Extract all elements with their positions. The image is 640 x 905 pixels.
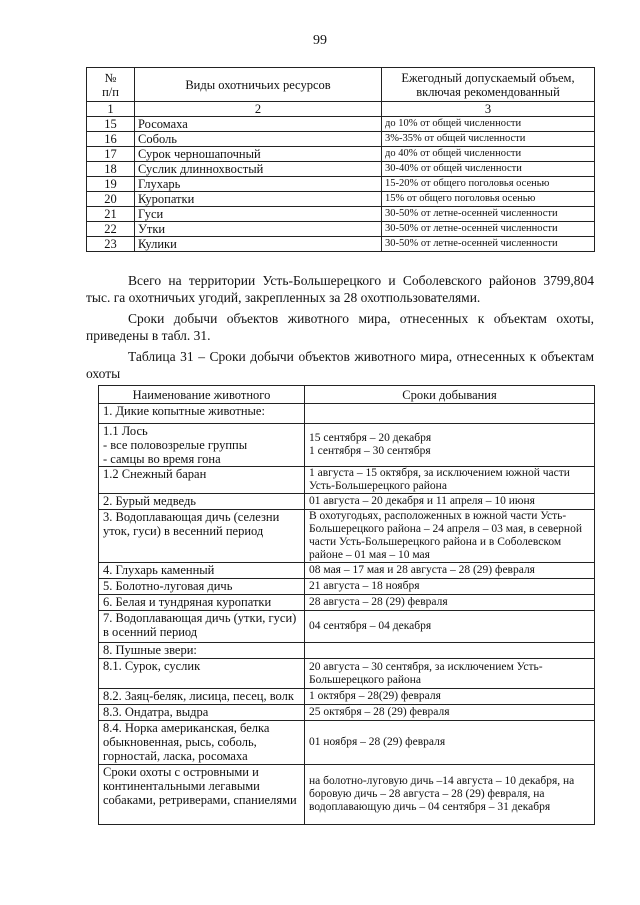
animal-name-cell: 4. Глухарь каменный: [99, 563, 305, 579]
species-cell: Росомаха: [135, 117, 382, 132]
table-row: [87, 147, 595, 162]
animal-name-cell: 8. Пушные звери:: [99, 643, 305, 659]
hunting-terms-cell: 15 сентября – 20 декабря 1 сентября – 30 сентября: [305, 424, 595, 467]
table-row: [99, 643, 595, 659]
hunting-terms-cell: 1 августа – 15 октября, за исключением южной части Усть-Большерецкого района: [305, 467, 595, 494]
table-row: [87, 222, 595, 237]
col-header-volume: Ежегодный допускаемый объем, включая рекомендованный: [382, 68, 595, 102]
species-cell: Соболь: [135, 132, 382, 147]
hunting-terms-cell: 01 ноября – 28 (29) февраля: [305, 721, 595, 765]
table-row: [87, 207, 595, 222]
table-row: [87, 117, 595, 132]
row-number: 18: [87, 162, 135, 177]
col-header-terms: Сроки добывания: [305, 386, 595, 404]
row-number: 16: [87, 132, 135, 147]
volume-cell: 3%-35% от общей численности: [382, 132, 595, 147]
species-cell: Сурок черношапочный: [135, 147, 382, 162]
hunting-terms-cell: 20 августа – 30 сентября, за исключением Усть-Большерецкого района: [305, 659, 595, 689]
table-row: [87, 162, 595, 177]
table-row: [99, 611, 595, 643]
animal-name-cell: 3. Водоплавающая дичь (селезни уток, гуси) в весенний период: [99, 510, 305, 563]
row-number: 19: [87, 177, 135, 192]
animal-name-cell: 1. Дикие копытные животные:: [99, 404, 305, 424]
hunting-terms-cell: [305, 643, 595, 659]
hunting-terms-cell: 21 августа – 18 ноября: [305, 579, 595, 595]
row-number: 17: [87, 147, 135, 162]
animal-name-cell: 8.2. Заяц-беляк, лисица, песец, волк: [99, 689, 305, 705]
species-cell: Гуси: [135, 207, 382, 222]
page-number: 99: [313, 33, 327, 48]
row-number: 15: [87, 117, 135, 132]
table-caption: Таблица 31 – Сроки добычи объектов животного мира, отнесенных к объектам охоты: [86, 349, 594, 381]
table-row: [87, 177, 595, 192]
table-row: [99, 595, 595, 611]
table-row: [99, 705, 595, 721]
animal-name-cell: Сроки охоты с островными и континентальными легавыми собаками, ретриверами, спаниелями: [99, 765, 305, 825]
table-row: [99, 424, 595, 467]
animal-name-cell: 8.4. Норка американская, белка обыкновенная, рысь, соболь, горностай, ласка, росомаха: [99, 721, 305, 765]
hunting-terms-cell: 28 августа – 28 (29) февраля: [305, 595, 595, 611]
hunting-terms-cell: 01 августа – 20 декабря и 11 апреля – 10 июня: [305, 494, 595, 510]
hunting-terms-cell: 25 октября – 28 (29) февраля: [305, 705, 595, 721]
index-cell: 2: [135, 102, 382, 117]
index-cell: 3: [382, 102, 595, 117]
hunting-quota-table: [86, 67, 595, 252]
row-number: 22: [87, 222, 135, 237]
col-header-name: Наименование животного: [99, 386, 305, 404]
table-row: [99, 563, 595, 579]
hunting-terms-cell: 1 октября – 28(29) февраля: [305, 689, 595, 705]
animal-name-cell: 5. Болотно-луговая дичь: [99, 579, 305, 595]
volume-cell: 30-40% от общей численности: [382, 162, 595, 177]
volume-cell: 15% от общего поголовья осенью: [382, 192, 595, 207]
animal-name-cell: 6. Белая и тундряная куропатки: [99, 595, 305, 611]
row-number: 20: [87, 192, 135, 207]
table-header-row: [99, 386, 595, 404]
animal-name-cell: 7. Водоплавающая дичь (утки, гуси) в осенний период: [99, 611, 305, 643]
paragraph-territory: Всего на территории Усть-Большерецкого и Соболевского районов 3799,804 тыс. га охотничьих угодий, закрепленных за 28 охотпользователями.: [86, 273, 594, 305]
volume-cell: 30-50% от летне-осенней численности: [382, 237, 595, 252]
table-row: [99, 765, 595, 825]
col-header-species: Виды охотничьих ресурсов: [135, 68, 382, 102]
species-cell: Куропатки: [135, 192, 382, 207]
volume-cell: до 10% от общей численности: [382, 117, 595, 132]
animal-name-cell: 1.1 Лось - все половозрелые группы - самцы во время гона: [99, 424, 305, 467]
volume-cell: до 40% от общей численности: [382, 147, 595, 162]
animal-name-cell: 1.2 Снежный баран: [99, 467, 305, 494]
animal-name-cell: 8.1. Сурок, суслик: [99, 659, 305, 689]
table-row: [99, 510, 595, 563]
row-number: 21: [87, 207, 135, 222]
species-cell: Суслик длиннохвостый: [135, 162, 382, 177]
paragraph-terms: Сроки добычи объектов животного мира, отнесенных к объектам охоты, приведены в табл. 31.: [86, 311, 594, 343]
volume-cell: 30-50% от летне-осенней численности: [382, 207, 595, 222]
table-row: [99, 721, 595, 765]
hunting-terms-cell: 08 мая – 17 мая и 28 августа – 28 (29) февраля: [305, 563, 595, 579]
table-row: [99, 579, 595, 595]
hunting-terms-cell: 04 сентября – 04 декабря: [305, 611, 595, 643]
species-cell: Глухарь: [135, 177, 382, 192]
table-row: [87, 132, 595, 147]
hunting-terms-table: [98, 385, 595, 825]
col-header-num: № п/п: [87, 68, 135, 102]
table-row: [99, 689, 595, 705]
table-row: [87, 192, 595, 207]
volume-cell: 30-50% от летне-осенней численности: [382, 222, 595, 237]
hunting-terms-cell: на болотно-луговую дичь –14 августа – 10 декабря, на боровую дичь – 28 августа – 28 (29) февраля, на водоплавающую дичь – 04 сентября – 31 декабря: [305, 765, 595, 825]
species-cell: Кулики: [135, 237, 382, 252]
hunting-terms-cell: [305, 404, 595, 424]
table-row: [87, 237, 595, 252]
animal-name-cell: 2. Бурый медведь: [99, 494, 305, 510]
species-cell: Утки: [135, 222, 382, 237]
table-header-row: [87, 68, 595, 102]
row-number: 23: [87, 237, 135, 252]
table-row: [99, 494, 595, 510]
animal-name-cell: 8.3. Ондатра, выдра: [99, 705, 305, 721]
table-index-row: [87, 102, 595, 117]
hunting-terms-cell: В охотугодьях, расположенных в южной части Усть-Большерецкого района – 24 апреля – 03 мая, в северной части Усть-Большерецкого района и в Соболевском районе – 01 мая – 10 мая: [305, 510, 595, 563]
table-row: [99, 404, 595, 424]
table-row: [99, 659, 595, 689]
index-cell: 1: [87, 102, 135, 117]
table-row: [99, 467, 595, 494]
volume-cell: 15-20% от общего поголовья осенью: [382, 177, 595, 192]
